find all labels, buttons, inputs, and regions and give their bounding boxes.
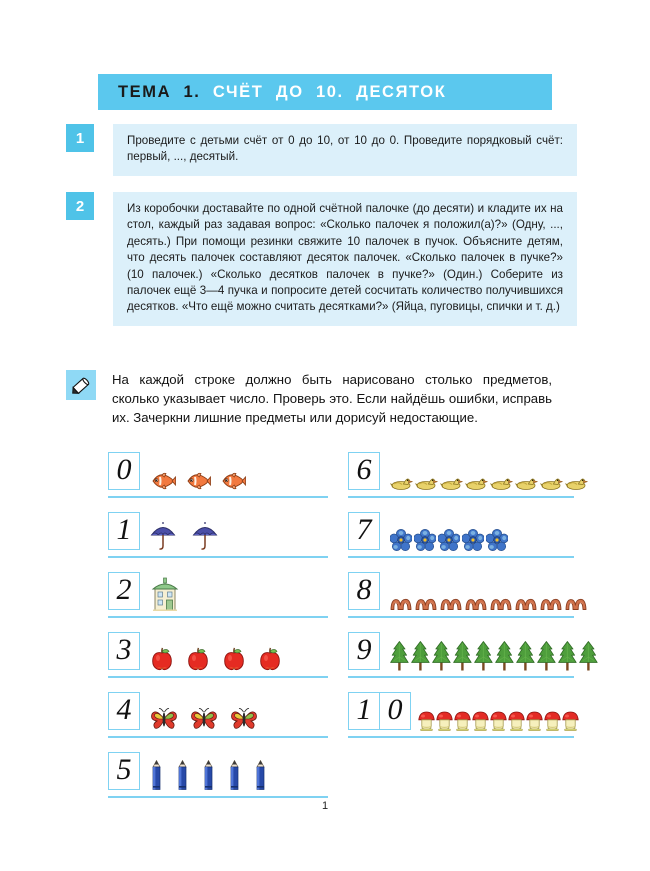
theme-banner (98, 74, 552, 110)
duck-icon[interactable] (415, 475, 438, 496)
page-title (118, 83, 446, 102)
pencil-icon[interactable] (150, 760, 163, 796)
row-number-glyph: 0 (116, 453, 132, 486)
row-number-box (348, 632, 380, 670)
row-items (390, 642, 598, 676)
croissant-icon[interactable] (390, 597, 412, 616)
task-text: Из коробочки доставайте по одной счётной палочке (до десяти) и кладите их на стол, каждый раз задавая вопрос: «Сколько палочек я положил(а)?» (Одну, ..., десять.) При помощи резинки свяжите 10 палочек в пучок. Объясните детям, что десять палочек составляют десяток палочек. «Сколько палочек в пучке?» (10 палочек.) «Сколько десятков палочек в пучке?» (Один.) Соберите из палочек ещё 3—4 пучка и попросите детей сосчитать количество получившихся десятков. «Что ещё можно считать десятками?» (Яйца, пуговицы, спички и т. д.) (127, 202, 563, 314)
apple-icon[interactable] (150, 647, 174, 676)
house-icon[interactable] (150, 577, 180, 616)
row-number-box (348, 572, 380, 610)
row-number-box (108, 452, 140, 490)
row-number-glyph: 8 (356, 573, 372, 606)
exercise-row[interactable] (348, 452, 574, 498)
row-number-glyph: 1 (356, 693, 372, 726)
mushroom-icon[interactable] (454, 711, 471, 736)
row-number-glyph: 3 (116, 633, 132, 666)
duck-icon[interactable] (465, 475, 488, 496)
row-items (150, 642, 282, 676)
row-items (150, 582, 180, 616)
row-number-box (108, 692, 140, 730)
butterfly-icon[interactable] (150, 707, 178, 736)
fish-icon[interactable] (185, 471, 211, 496)
tree-icon[interactable] (537, 641, 556, 676)
row-rule-line (108, 556, 328, 558)
tree-icon[interactable] (432, 641, 451, 676)
row-rule-line (108, 676, 328, 678)
umbrella-icon[interactable] (192, 521, 218, 556)
mushroom-icon[interactable] (490, 711, 507, 736)
tree-icon[interactable] (558, 641, 577, 676)
duck-icon[interactable] (490, 475, 513, 496)
exercise-row[interactable] (108, 752, 328, 798)
duck-icon[interactable] (515, 475, 538, 496)
row-items (390, 462, 588, 496)
task-text-body (113, 192, 577, 326)
mushroom-icon[interactable] (544, 711, 561, 736)
row-rule-line (108, 796, 328, 798)
duck-icon[interactable] (565, 475, 588, 496)
tree-icon[interactable] (516, 641, 535, 676)
flower-icon[interactable] (414, 529, 436, 556)
row-rule-line (348, 736, 574, 738)
row-items (390, 582, 587, 616)
duck-icon[interactable] (390, 475, 413, 496)
apple-icon[interactable] (258, 647, 282, 676)
row-number-glyph: 9 (356, 633, 372, 666)
theme-title-label: СЧЁТ ДО 10. ДЕСЯТОК (200, 82, 447, 101)
exercise-row[interactable] (108, 692, 328, 738)
instruction-paragraph: На каждой строке должно быть нарисовано столько предметов, сколько указывает число. Проверь это. Если найдёшь ошибки, исправь их. Зачеркни лишние предметы или дорисуй недостающие. (112, 372, 552, 425)
mushroom-icon[interactable] (508, 711, 525, 736)
fish-icon[interactable] (220, 471, 246, 496)
row-number-box (348, 512, 380, 550)
croissant-icon[interactable] (515, 597, 537, 616)
apple-icon[interactable] (222, 647, 246, 676)
task-number-badge: 1 (66, 124, 94, 152)
row-rule-line (348, 556, 574, 558)
row-rule-line (348, 616, 574, 618)
row-rule-line (108, 496, 328, 498)
row-number-glyph: 7 (356, 513, 372, 546)
fish-icon[interactable] (150, 471, 176, 496)
tree-icon[interactable] (390, 641, 409, 676)
task-text-body (113, 124, 577, 176)
row-number-box (379, 692, 411, 730)
task-block-1 (66, 124, 577, 176)
tree-icon[interactable] (411, 641, 430, 676)
exercise-row[interactable] (348, 512, 574, 558)
theme-number-label: ТЕМА 1. (118, 82, 201, 101)
duck-icon[interactable] (440, 475, 463, 496)
exercise-row[interactable] (348, 632, 574, 678)
row-number-box (108, 632, 140, 670)
butterfly-icon[interactable] (190, 707, 218, 736)
butterfly-icon[interactable] (230, 707, 258, 736)
exercise-row[interactable] (348, 572, 574, 618)
croissant-icon[interactable] (465, 597, 487, 616)
mushroom-icon[interactable] (472, 711, 489, 736)
row-items (418, 702, 579, 736)
croissant-icon[interactable] (565, 597, 587, 616)
pencil-icon[interactable] (202, 760, 215, 796)
tree-icon[interactable] (453, 641, 472, 676)
pencil-instruction-block (66, 370, 552, 427)
row-number-box (108, 572, 140, 610)
tree-icon[interactable] (579, 641, 598, 676)
row-rule-line (348, 676, 574, 678)
flower-icon[interactable] (486, 529, 508, 556)
row-items (150, 762, 267, 796)
row-rule-line (108, 616, 328, 618)
row-number-glyph: 2 (116, 573, 132, 606)
row-rule-line (108, 736, 328, 738)
mushroom-icon[interactable] (526, 711, 543, 736)
tree-icon[interactable] (495, 641, 514, 676)
exercise-row[interactable] (348, 692, 574, 738)
exercise-row[interactable] (108, 452, 328, 498)
row-number-box (108, 752, 140, 790)
flower-icon[interactable] (390, 529, 412, 556)
pencil-icon (66, 370, 96, 400)
pencil-icon[interactable] (228, 760, 241, 796)
page-number: 1 (321, 800, 329, 812)
row-items (150, 522, 218, 556)
row-items (390, 522, 508, 556)
croissant-icon[interactable] (415, 597, 437, 616)
row-number-glyph: 5 (116, 753, 132, 786)
task-text: Проведите с детьми счёт от 0 до 10, от 10 до 0. Проведите порядковый счёт: первый, ..., десятый. (127, 134, 563, 164)
mushroom-icon[interactable] (436, 711, 453, 736)
row-number-glyph: 1 (116, 513, 132, 546)
croissant-icon[interactable] (540, 597, 562, 616)
pencil-instruction-text (112, 370, 552, 427)
row-number-box (348, 692, 380, 730)
row-items (150, 702, 258, 736)
exercise-row[interactable] (108, 512, 328, 558)
umbrella-icon[interactable] (150, 521, 176, 556)
pencil-icon[interactable] (254, 760, 267, 796)
exercise-row[interactable] (108, 572, 328, 618)
row-number-box (348, 452, 380, 490)
duck-icon[interactable] (540, 475, 563, 496)
row-number-glyph: 6 (356, 453, 372, 486)
row-number-box (108, 512, 140, 550)
croissant-icon[interactable] (440, 597, 462, 616)
pencil-icon[interactable] (176, 760, 189, 796)
mushroom-icon[interactable] (418, 711, 435, 736)
row-number-glyph: 4 (116, 693, 132, 726)
apple-icon[interactable] (186, 647, 210, 676)
row-items (150, 462, 246, 496)
flower-icon[interactable] (438, 529, 460, 556)
task-number-badge: 2 (66, 192, 94, 220)
mushroom-icon[interactable] (562, 711, 579, 736)
exercise-row[interactable] (108, 632, 328, 678)
croissant-icon[interactable] (490, 597, 512, 616)
row-number-glyph: 0 (387, 693, 403, 726)
tree-icon[interactable] (474, 641, 493, 676)
task-block-2 (66, 192, 577, 326)
row-rule-line (348, 496, 574, 498)
flower-icon[interactable] (462, 529, 484, 556)
